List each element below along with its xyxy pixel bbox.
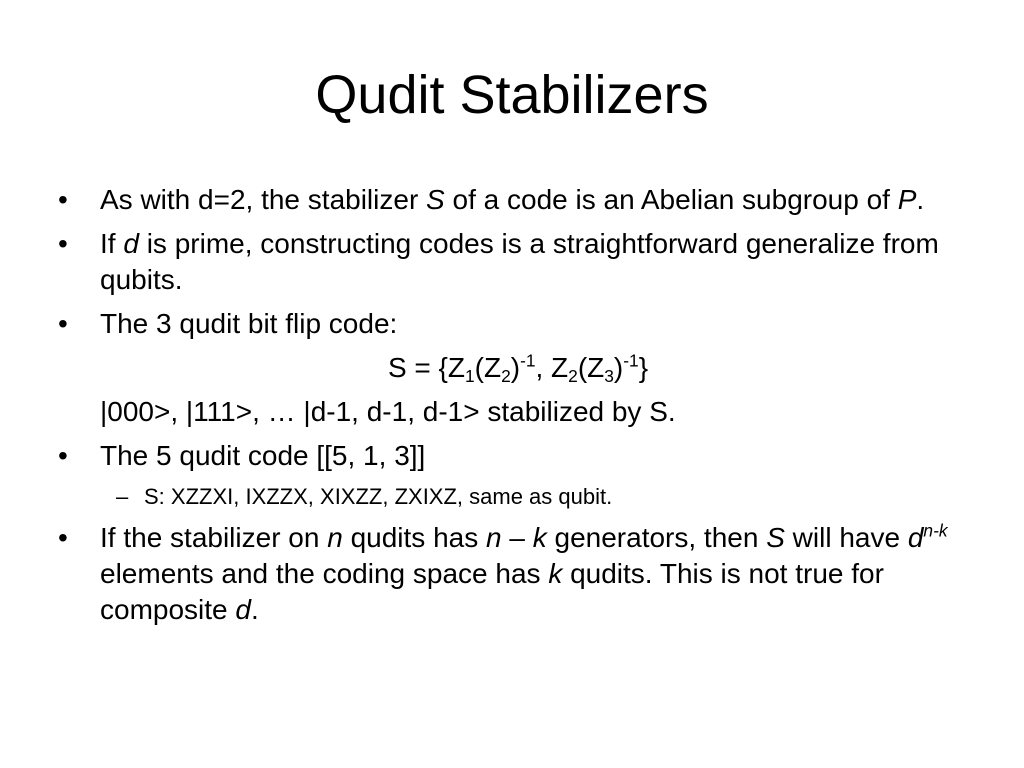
math-var-P: P <box>897 184 917 215</box>
text-span: , Z <box>535 352 569 383</box>
math-var-n: n <box>327 522 343 553</box>
math-var-d: d <box>123 228 139 259</box>
superscript-exponent: n-k <box>923 520 948 541</box>
text-span: is prime, constructing codes is a straightforward generalize from qubits. <box>100 228 939 295</box>
text-span: } <box>638 352 649 383</box>
math-var-S: S <box>766 522 785 553</box>
text-span: ) <box>613 352 624 383</box>
text-span: (Z <box>474 352 502 383</box>
text-span: qudits. This is not true for composite <box>100 558 884 625</box>
math-var-d: d <box>907 522 924 553</box>
text-span: As with d=2, the stabilizer <box>100 184 427 215</box>
text-span: The 3 qudit bit flip code: <box>100 308 398 339</box>
superscript: -1 <box>520 350 536 371</box>
text-span: – <box>501 522 533 553</box>
stabilized-states-line: |000>, |111>, … |d-1, d-1, d-1> stabilized by S. <box>100 396 676 427</box>
text-span: If the stabilizer on <box>100 522 328 553</box>
dash-icon: – <box>116 484 129 509</box>
text-span: The 5 qudit code [[5, 1, 3]] <box>100 440 426 471</box>
text-span: generators, then <box>546 522 767 553</box>
text-span: . <box>250 594 259 625</box>
bullet-icon: • <box>58 184 68 215</box>
stabilizer-formula <box>58 350 978 386</box>
math-var-S: S <box>426 184 445 215</box>
text-span: qudits has <box>342 522 487 553</box>
bullet-icon: • <box>58 228 68 259</box>
text-span: will have <box>784 522 908 553</box>
bullet-item-generator-count <box>58 520 978 628</box>
bullet-icon: • <box>58 522 68 553</box>
slide-title: Qudit Stabilizers <box>315 65 709 125</box>
bullet-item-stabilizer-definition <box>58 182 978 218</box>
sub-bullet-generators <box>58 482 978 512</box>
text-span: elements and the coding space has <box>100 558 549 589</box>
bullet-item-five-qudit-code <box>58 438 978 474</box>
text-span: If <box>100 228 124 259</box>
text-span: . <box>916 184 925 215</box>
math-var-d: d <box>235 594 251 625</box>
slide-content <box>58 182 978 636</box>
bullet-item-bit-flip-code <box>58 306 978 342</box>
superscript: -1 <box>623 350 639 371</box>
math-var-n: n <box>486 522 502 553</box>
bullet-icon: • <box>58 308 68 339</box>
bullet-icon: • <box>58 440 68 471</box>
math-var-k: k <box>548 558 563 589</box>
bullet-item-prime-d <box>58 226 978 298</box>
subscript: 3 <box>604 366 614 387</box>
text-span: S = {Z <box>387 352 465 383</box>
text-span: S: XZZXI, IXZZX, XIXZZ, ZXIXZ, same as qubit. <box>144 484 613 509</box>
subscript: 2 <box>568 366 578 387</box>
subscript: 2 <box>501 366 511 387</box>
subscript: 1 <box>464 366 475 387</box>
math-var-k: k <box>532 522 547 553</box>
text-span: ) <box>510 352 521 383</box>
text-span: of a code is an Abelian subgroup of <box>444 184 898 215</box>
text-span: (Z <box>577 352 605 383</box>
